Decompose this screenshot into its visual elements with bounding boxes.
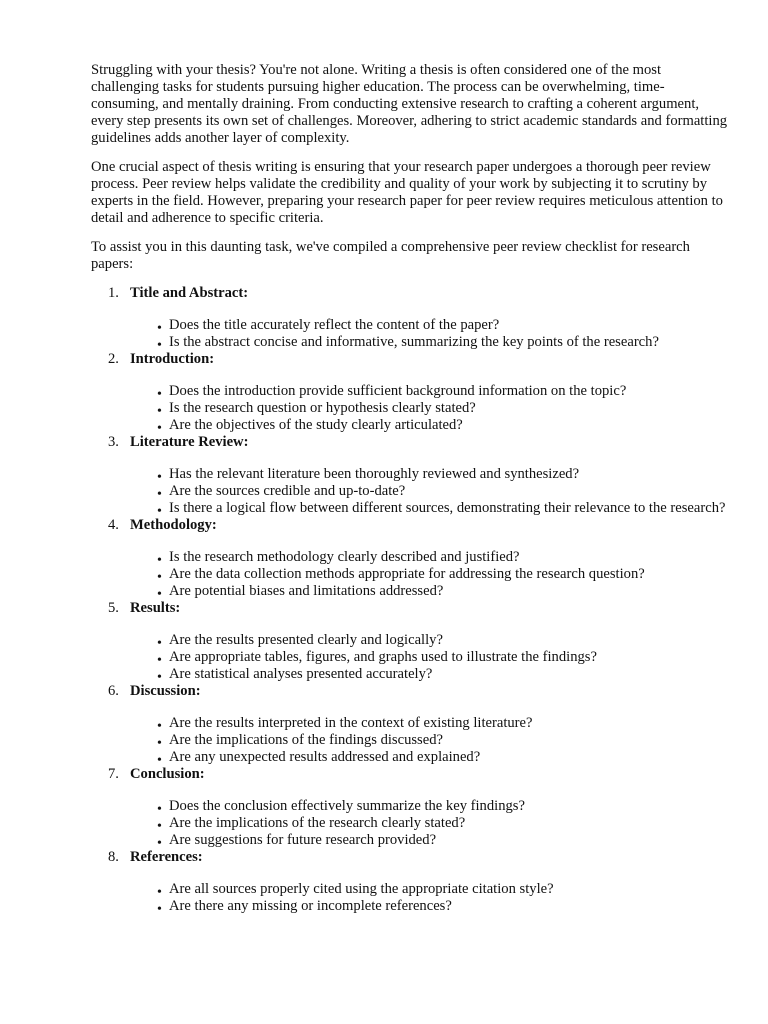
question-item: • Are the implications of the research clearly stated? [91, 815, 731, 832]
question-item: • Is the research methodology clearly described and justified? [91, 549, 731, 566]
checklist-section [91, 766, 731, 849]
section-title: Methodology: [130, 517, 217, 533]
section-title: Conclusion: [130, 766, 205, 782]
question-item: • Are the implications of the findings discussed? [91, 732, 731, 749]
checklist-section [91, 849, 731, 915]
question-item: • Does the conclusion effectively summarize the key findings? [91, 798, 731, 815]
checklist-section [91, 517, 731, 600]
checklist-section [91, 683, 731, 766]
question-item: • Are any unexpected results addressed and explained? [91, 749, 731, 766]
section-number: 4. [108, 517, 119, 533]
section-title: Title and Abstract: [130, 285, 249, 301]
checklist-section [91, 600, 731, 683]
question-item: • Are the objectives of the study clearly articulated? [91, 417, 731, 434]
question-item: • Is the research question or hypothesis clearly stated? [91, 400, 731, 417]
question-list [91, 317, 731, 351]
question-item: • Has the relevant literature been thoroughly reviewed and synthesized? [91, 466, 731, 483]
section-number: 7. [108, 766, 119, 782]
question-item: • Are the sources credible and up-to-date? [91, 483, 731, 500]
question-item: • Are suggestions for future research provided? [91, 832, 731, 849]
question-item: • Are the results presented clearly and logically? [91, 632, 731, 649]
section-title: Introduction: [130, 351, 215, 367]
checklist-section [91, 434, 731, 517]
question-list [91, 881, 731, 915]
section-number: 2. [108, 351, 119, 367]
question-list [91, 383, 731, 434]
question-item: • Are there any missing or incomplete references? [91, 898, 731, 915]
question-list [91, 715, 731, 766]
section-title: References: [130, 849, 203, 865]
checklist [91, 285, 731, 915]
question-list [91, 466, 731, 517]
question-list [91, 798, 731, 849]
question-item: • Is the abstract concise and informative, summarizing the key points of the research? [91, 334, 731, 351]
section-title: Discussion: [130, 683, 201, 699]
question-list [91, 549, 731, 600]
section-number: 5. [108, 600, 119, 616]
question-item: • Does the introduction provide sufficient background information on the topic? [91, 383, 731, 400]
question-item: • Are appropriate tables, figures, and graphs used to illustrate the findings? [91, 649, 731, 666]
question-item: • Are the results interpreted in the context of existing literature? [91, 715, 731, 732]
question-item: • Does the title accurately reflect the content of the paper? [91, 317, 731, 334]
section-number: 8. [108, 849, 119, 865]
question-item: • Are the data collection methods appropriate for addressing the research question? [91, 566, 731, 583]
question-item: • Are all sources properly cited using the appropriate citation style? [91, 881, 731, 898]
section-number: 1. [108, 285, 119, 301]
section-number: 6. [108, 683, 119, 699]
question-item: • Is there a logical flow between different sources, demonstrating their relevance to the research? [91, 500, 731, 517]
checklist-section [91, 351, 731, 434]
checklist-section [91, 285, 731, 351]
question-list [91, 632, 731, 683]
intro-paragraph: Struggling with your thesis? You're not alone. Writing a thesis is often considered one of the most challenging tasks for students pursuing higher education. The process can be overwhelming, time-consuming, and mentally draining. From conducting extensive research to crafting a coherent argument, every step presents its own set of challenges. Moreover, adhering to strict academic standards and formatting guidelines adds another layer of complexity. [91, 62, 728, 146]
section-number: 3. [108, 434, 119, 450]
question-item: • Are potential biases and limitations addressed? [91, 583, 731, 600]
section-title: Results: [130, 600, 181, 616]
document-body [91, 62, 731, 915]
intro-paragraph: To assist you in this daunting task, we've compiled a comprehensive peer review checklist for research papers: [91, 239, 690, 272]
question-item: • Are statistical analyses presented accurately? [91, 666, 731, 683]
intro-paragraph: One crucial aspect of thesis writing is ensuring that your research paper undergoes a thorough peer review process. Peer review helps validate the credibility and quality of your work by subjecting it to scrutiny by experts in the field. However, preparing your research paper for peer review requires meticulous attention to detail and adherence to specific criteria. [91, 159, 723, 226]
section-title: Literature Review: [130, 434, 249, 450]
